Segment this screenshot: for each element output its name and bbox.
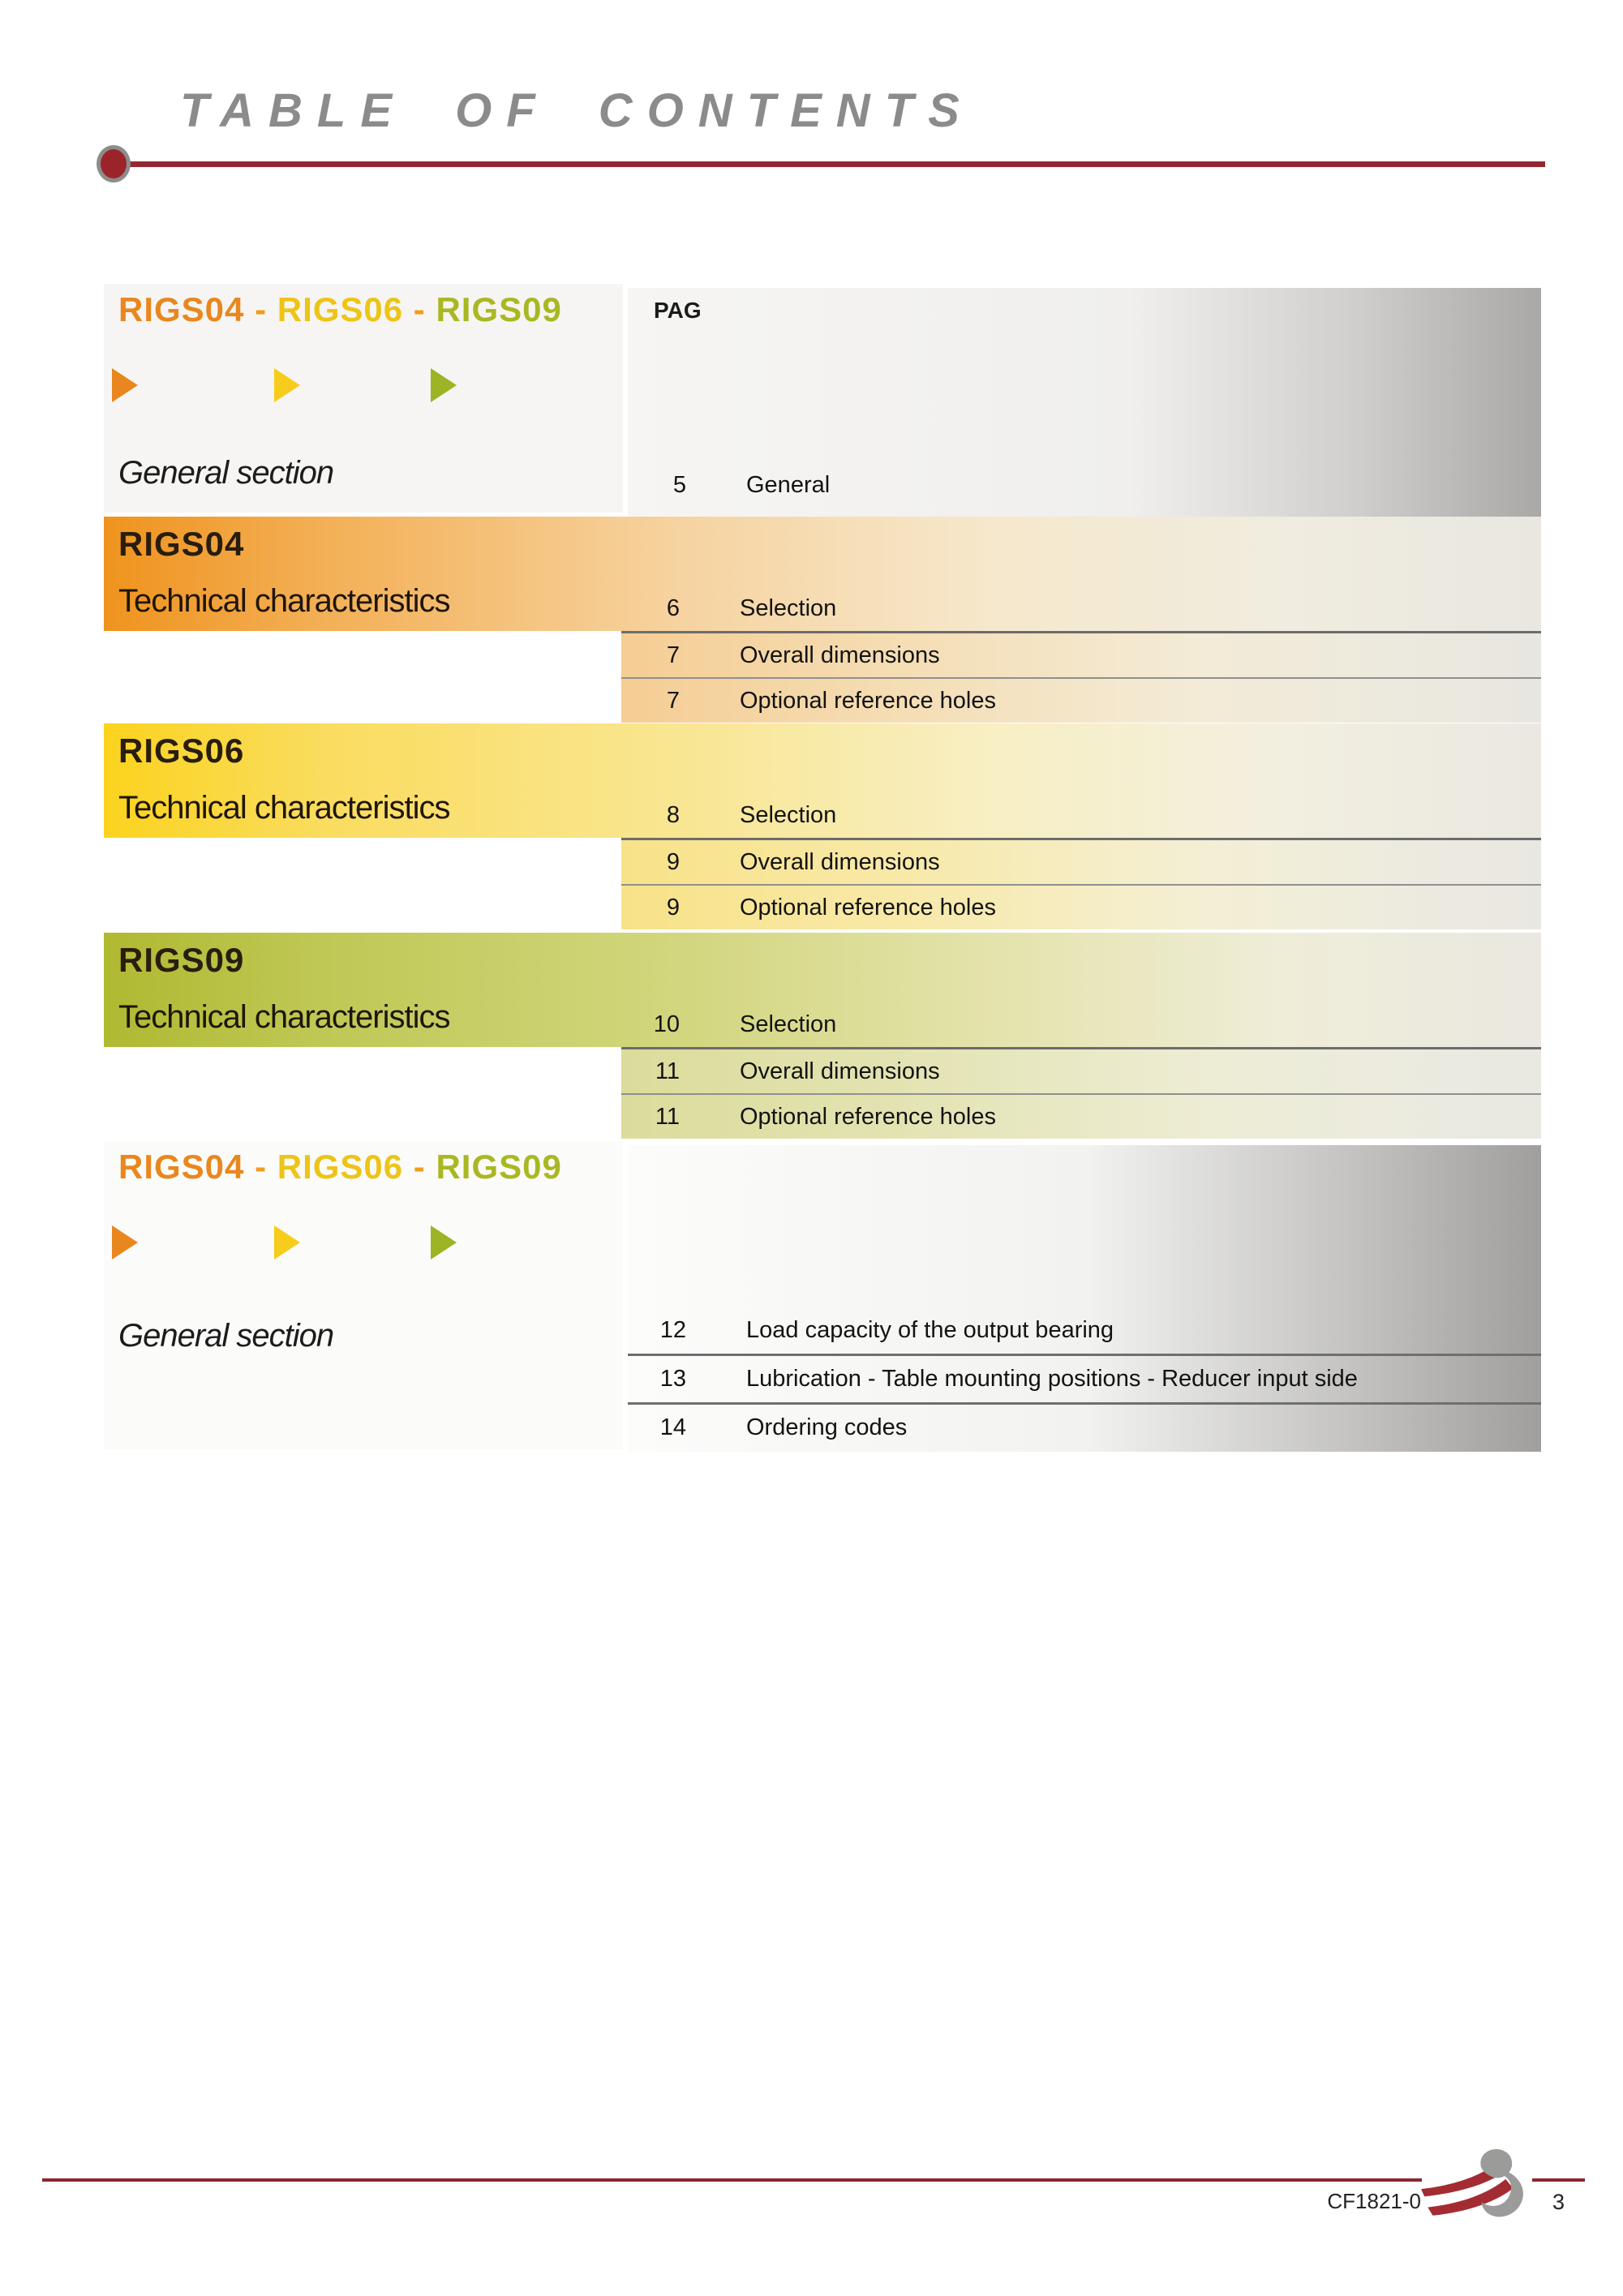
section-general-bottom-left-panel	[104, 1141, 623, 1449]
general-section-label: General section	[118, 455, 334, 491]
row-label: Overall dimensions	[740, 848, 940, 875]
rigs06-subtitle: Technical characteristics	[118, 790, 450, 826]
rigs06-band	[104, 723, 1541, 838]
section-general-top-left-panel	[104, 284, 623, 513]
series-arrow-row	[112, 1225, 615, 1261]
title-part: -	[244, 290, 277, 328]
row-label: Selection	[740, 1011, 837, 1037]
row-label: Lubrication - Table mounting positions - Reducer input side	[746, 1366, 1358, 1392]
row-label: Ordering codes	[746, 1414, 908, 1440]
row-label: Selection	[740, 595, 837, 621]
general-section-label: General section	[118, 1318, 334, 1354]
title-part: RIGS06	[277, 1148, 404, 1186]
row-page-number: 7	[666, 642, 680, 668]
row-page-number: 10	[653, 1011, 680, 1037]
toc-row[interactable]	[628, 472, 1541, 499]
arrow-rigs06-icon	[274, 368, 300, 402]
toc-row[interactable]	[628, 1354, 1541, 1402]
row-page-number: 9	[666, 894, 680, 921]
series-arrow-row	[112, 368, 615, 404]
row-label: Overall dimensions	[740, 1058, 940, 1084]
arrow-rigs04-icon	[112, 1225, 138, 1260]
row-page-number: 7	[666, 687, 680, 714]
title-part: RIGS09	[436, 1148, 562, 1186]
toc-rows-general-bottom	[628, 1307, 1541, 1451]
section-general-bottom-right-panel	[628, 1145, 1541, 1452]
row-label: Selection	[740, 802, 837, 828]
row-page-number: 5	[672, 472, 686, 498]
title-part: RIGS04	[118, 1148, 245, 1186]
title-part: RIGS06	[277, 290, 404, 328]
section-rigs04	[104, 517, 1541, 714]
arrow-rigs09-icon	[431, 368, 457, 402]
toc-row[interactable]	[621, 633, 1541, 677]
rigs06-first-row	[621, 802, 1541, 829]
document-code: CF1821-0	[1327, 2189, 1421, 2213]
toc-row[interactable]	[621, 802, 1541, 829]
row-page-number: 11	[655, 1103, 680, 1130]
rigs06-title: RIGS06	[118, 732, 245, 770]
footer-rule-short	[1532, 2178, 1585, 2182]
rigs04-first-row	[621, 595, 1541, 622]
header-rule-dot-icon	[97, 145, 131, 182]
rigs09-band	[104, 933, 1541, 1047]
section-general-top	[104, 284, 1541, 517]
row-label: Overall dimensions	[740, 642, 940, 668]
rigs09-subtitle: Technical characteristics	[118, 999, 450, 1035]
toc-row[interactable]	[621, 840, 1541, 884]
row-page-number: 11	[655, 1058, 680, 1084]
toc-row[interactable]	[621, 1093, 1541, 1139]
rigs04-rows	[621, 631, 1541, 723]
row-label: Optional reference holes	[740, 687, 996, 714]
rigs06-rows	[621, 838, 1541, 929]
toc-row[interactable]	[621, 1011, 1541, 1038]
toc-row[interactable]	[621, 884, 1541, 929]
arrow-rigs09-icon	[431, 1225, 457, 1260]
row-page-number: 14	[659, 1414, 686, 1440]
footer-rule	[42, 2178, 1422, 2182]
toc-row[interactable]	[621, 1049, 1541, 1093]
section-title-rigs-group	[118, 290, 562, 329]
section-rigs06	[104, 723, 1541, 921]
section-rigs09	[104, 933, 1541, 1130]
toc-row[interactable]	[621, 677, 1541, 723]
pag-column-header: PAG	[654, 298, 702, 323]
title-part: RIGS04	[118, 290, 245, 328]
row-page-number: 9	[666, 848, 680, 875]
row-page-number: 12	[659, 1317, 686, 1343]
row-page-number: 13	[659, 1366, 686, 1392]
row-label: Optional reference holes	[740, 894, 996, 921]
toc-rows-general-top	[628, 472, 1541, 499]
rigs09-first-row	[621, 1011, 1541, 1038]
header-rule	[122, 161, 1545, 167]
row-label: Optional reference holes	[740, 1103, 996, 1130]
row-label: Load capacity of the output bearing	[746, 1317, 1114, 1343]
row-page-number: 8	[666, 802, 680, 828]
section-title-rigs-group	[118, 1148, 562, 1187]
section-general-top-right-panel	[628, 288, 1541, 517]
company-logo-icon	[1419, 2148, 1531, 2224]
arrow-rigs06-icon	[274, 1225, 300, 1260]
title-part: RIGS09	[436, 290, 562, 328]
page-title: TABLE OF CONTENTS	[180, 84, 974, 137]
rigs04-band	[104, 517, 1541, 631]
toc-row[interactable]	[628, 1402, 1541, 1451]
arrow-rigs04-icon	[112, 368, 138, 402]
title-part: -	[403, 290, 436, 328]
rigs04-subtitle: Technical characteristics	[118, 583, 450, 619]
row-page-number: 6	[666, 595, 680, 621]
rigs04-title: RIGS04	[118, 525, 245, 563]
rigs09-rows	[621, 1047, 1541, 1139]
title-part: -	[244, 1148, 277, 1186]
toc-row[interactable]	[628, 1307, 1541, 1354]
row-label: General	[746, 472, 831, 498]
section-general-bottom	[104, 1141, 1541, 1452]
page-number: 3	[1552, 2190, 1565, 2214]
toc-row[interactable]	[621, 595, 1541, 622]
rigs09-title: RIGS09	[118, 941, 245, 979]
title-part: -	[403, 1148, 436, 1186]
